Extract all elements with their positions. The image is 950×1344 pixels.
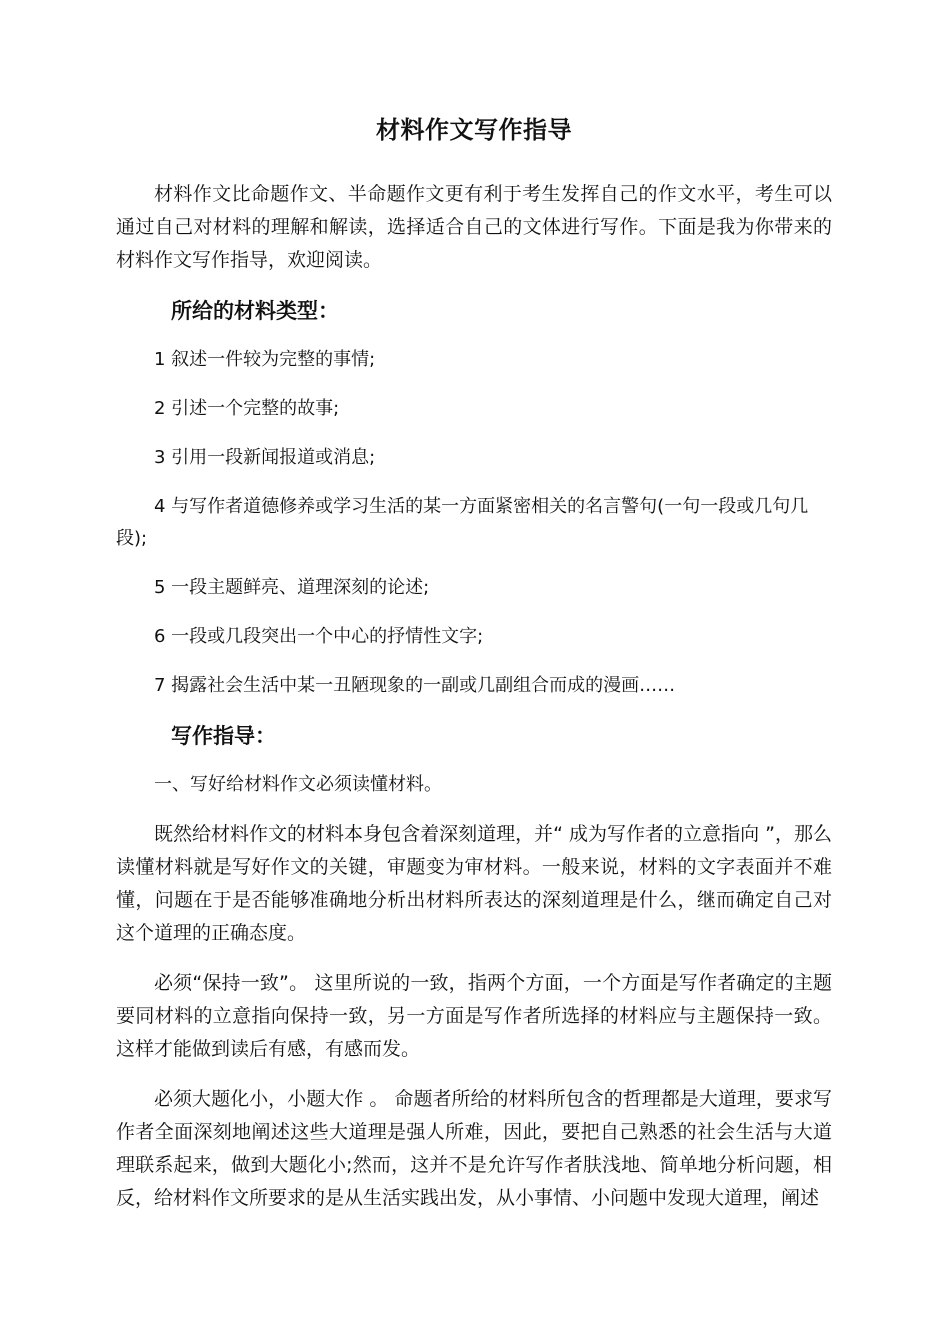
list-item: 5 一段主题鲜亮、道理深刻的论述; (154, 577, 430, 598)
list-item: 7 揭露社会生活中某一丑陋现象的一副或几副组合而成的漫画…… (154, 675, 676, 696)
intro-paragraph: 材料作文比命题作文、半命题作文更有利于考生发挥自己的作文水平，考生可以通过自己对材料的理解和解读，选择适合自己的文体进行写作。下面是我为你带来的材料作文写作指导，欢迎阅读。 (116, 183, 832, 271)
guide-point: 一、写好给材料作文必须读懂材料。 (154, 774, 442, 795)
list-item: 3 引用一段新闻报道或消息; (154, 447, 376, 468)
guide-paragraph: 必须大题化小，小题大作 。 命题者所给的材料所包含的哲理都是大道理，要求写作者全面深刻地阐述这些大道理是强人所难，因此，要把自己熟悉的社会生活与大道理联系起来，做到大题化小;然而，这并不是允许写作者肤浅地、简单地分析问题，相反，给材料作文所要求的是从生活实践出发，从小事情、小问题中发现大道理，阐述 (116, 1088, 832, 1209)
guide-paragraph: 既然给材料作文的材料本身包含着深刻道理，并“ 成为写作者的立意指向 ”，那么读懂材料就是写好作文的关键，审题变为审材料。一般来说，材料的文字表面并不难懂，问题在于是否能够准确地分析出材料所表达的深刻道理是什么，继而确定自己对这个道理的正确态度。 (116, 823, 832, 944)
document-title: 材料作文写作指导 (376, 116, 572, 144)
document-page (116, 110, 832, 1232)
list-item: 4 与写作者道德修养或学习生活的某一方面紧密相关的名言警句(一句一段或几句几段); (116, 496, 809, 549)
list-item: 6 一段或几段突出一个中心的抒情性文字; (154, 626, 484, 647)
list-item: 2 引述一个完整的故事; (154, 398, 340, 419)
guide-paragraph: 必须“保持一致”。 这里所说的一致，指两个方面，一个方面是写作者确定的主题要同材料的立意指向保持一致，另一方面是写作者所选择的材料应与主题保持一致。这样才能做到读后有感，有感而发。 (116, 972, 832, 1060)
section-heading-writing-guide: 写作指导： (171, 724, 276, 748)
list-item: 1 叙述一件较为完整的事情; (154, 349, 376, 370)
section-heading-material-types: 所给的材料类型： (171, 299, 339, 323)
